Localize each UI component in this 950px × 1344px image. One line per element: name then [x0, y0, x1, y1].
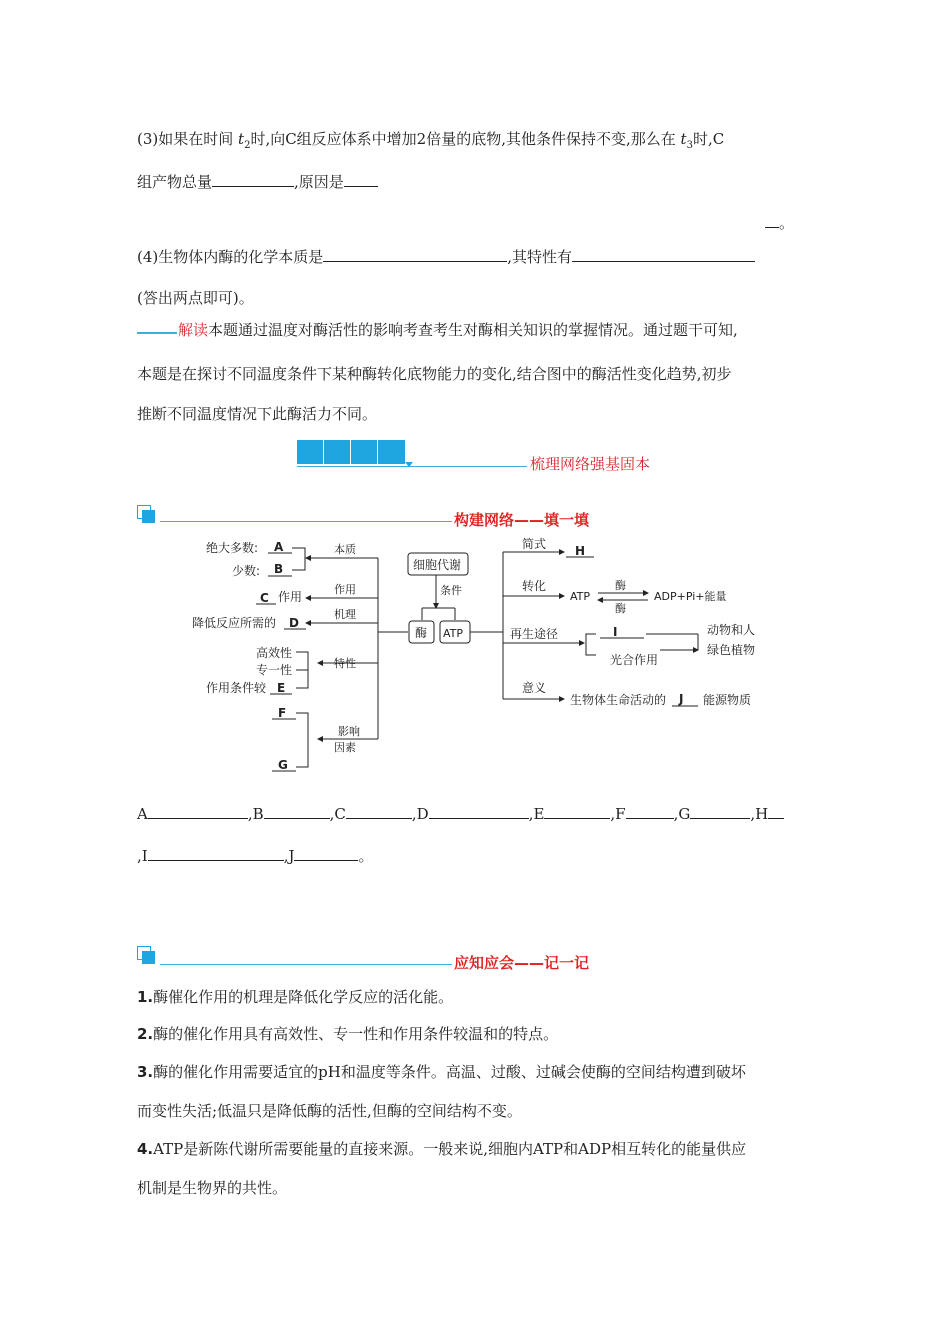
- label-plants: 绿色植物: [707, 643, 756, 657]
- label-high-efficiency: 高效性: [256, 646, 293, 660]
- label-B: B: [274, 562, 284, 576]
- label-cell-metabolism: 细胞代谢: [413, 558, 462, 572]
- q3-line3: 。: [765, 212, 794, 233]
- blank-H[interactable]: [768, 803, 784, 819]
- label-influence2: 因素: [334, 741, 356, 754]
- label-C: C: [260, 591, 269, 605]
- label-meaning: 意义: [522, 681, 547, 695]
- label-conversion: 转化: [522, 579, 547, 593]
- point-4: 4.ATP是新陈代谢所需要能量的直接来源。一般来说,细胞内ATP和ADP相互转化的能量供应: [137, 1140, 747, 1158]
- answers-line1: A ,B ,C ,D ,E ,F ,G ,H: [137, 803, 784, 824]
- blank-D[interactable]: [429, 803, 529, 819]
- label-photosynthesis: 光合作用: [610, 653, 659, 667]
- label-specific: 专一性: [256, 663, 293, 677]
- blank-C[interactable]: [346, 803, 412, 819]
- blank-G[interactable]: [690, 803, 750, 819]
- label-regeneration: 再生途径: [510, 627, 559, 641]
- banner-title: 梳理网络强基固本: [530, 455, 651, 473]
- label-short-form: 简式: [522, 537, 547, 551]
- blank-E[interactable]: [544, 803, 610, 819]
- blank-B[interactable]: [264, 803, 330, 819]
- label-influence1: 影响: [338, 725, 360, 738]
- interpretation-line3: 推断不同温度情况下此酶活力不同。: [137, 405, 378, 423]
- blank-I[interactable]: [148, 845, 284, 861]
- interpretation-line2: 本题是在探讨不同温度条件下某种酶转化底物能力的变化,结合图中的酶活性变化趋势,初步: [137, 365, 732, 383]
- label-G: G: [278, 758, 288, 772]
- section2-line: [160, 964, 452, 965]
- q4-line1: (4)生物体内酶的化学本质是 ,其特性有: [137, 246, 755, 267]
- point-1: 1.酶催化作用的机理是降低化学反应的活化能。: [137, 988, 454, 1006]
- label-mild: 作用条件较: [206, 681, 267, 695]
- label-condition: 条件: [440, 584, 462, 597]
- point-4-cont: 机制是生物界的共性。: [137, 1179, 288, 1197]
- label-life-b: 能源物质: [703, 693, 752, 707]
- q3-line2: 组产物总量 ,原因是: [137, 171, 378, 192]
- label-F: F: [278, 706, 287, 720]
- label-action-word: 作用: [278, 590, 303, 604]
- label-atp: ATP: [443, 627, 464, 640]
- label-I: I: [613, 625, 618, 639]
- label-enzyme-top: 酶: [615, 579, 626, 592]
- label-property: 特性: [334, 657, 356, 670]
- q3-line1: (3)如果在时间 $t_2$时,向C组反应体系中增加2倍量的底物,其他条件保持不变,那么在 $t_3$时,C: [137, 130, 725, 151]
- point-2: 2.酶的催化作用具有高效性、专一性和作用条件较温和的特点。: [137, 1025, 559, 1043]
- label-animals: 动物和人: [707, 623, 756, 637]
- label-J: J: [679, 692, 684, 706]
- blank-J[interactable]: [294, 845, 358, 861]
- blank-F[interactable]: [626, 803, 674, 819]
- label-enzyme: 酶: [415, 626, 428, 640]
- label-E: E: [277, 681, 286, 695]
- label-atp-left: ATP: [570, 590, 591, 603]
- label-H: H: [575, 544, 586, 558]
- label-atp-right: ADP+Pi+能量: [654, 590, 727, 603]
- answers-line2: ,I ,J 。: [137, 847, 374, 865]
- label-mechanism: 机理: [334, 608, 356, 621]
- label-life-a: 生物体生命活动的: [570, 693, 667, 707]
- interpretation-line1: 解读本题通过温度对酶活性的影响考查考生对酶相关知识的掌握情况。通过题干可知,: [178, 321, 738, 339]
- section2-title: 应知应会——记一记: [454, 954, 590, 972]
- point-3-cont: 而变性失活;低温只是降低酶的活性,但酶的空间结构不变。: [137, 1102, 522, 1120]
- label-majority: 绝大多数:: [206, 541, 259, 555]
- label-action: 作用: [334, 583, 356, 596]
- label-enzyme-bottom: 酶: [615, 602, 626, 615]
- label-lower-energy: 降低反应所需的: [192, 616, 277, 630]
- q4-line2: (答出两点即可)。: [137, 289, 254, 307]
- label-D: D: [289, 616, 299, 630]
- label-A: A: [274, 540, 284, 554]
- blank-A[interactable]: [148, 803, 248, 819]
- label-essence: 本质: [334, 543, 356, 556]
- section2-icon: [142, 951, 155, 964]
- section1-title: 构建网络——填一填: [454, 511, 590, 529]
- label-minority: 少数:: [232, 564, 261, 578]
- point-3: 3.酶的催化作用需要适宜的pH和温度等条件。高温、过酸、过碱会使酶的空间结构遭到破坏: [137, 1063, 746, 1081]
